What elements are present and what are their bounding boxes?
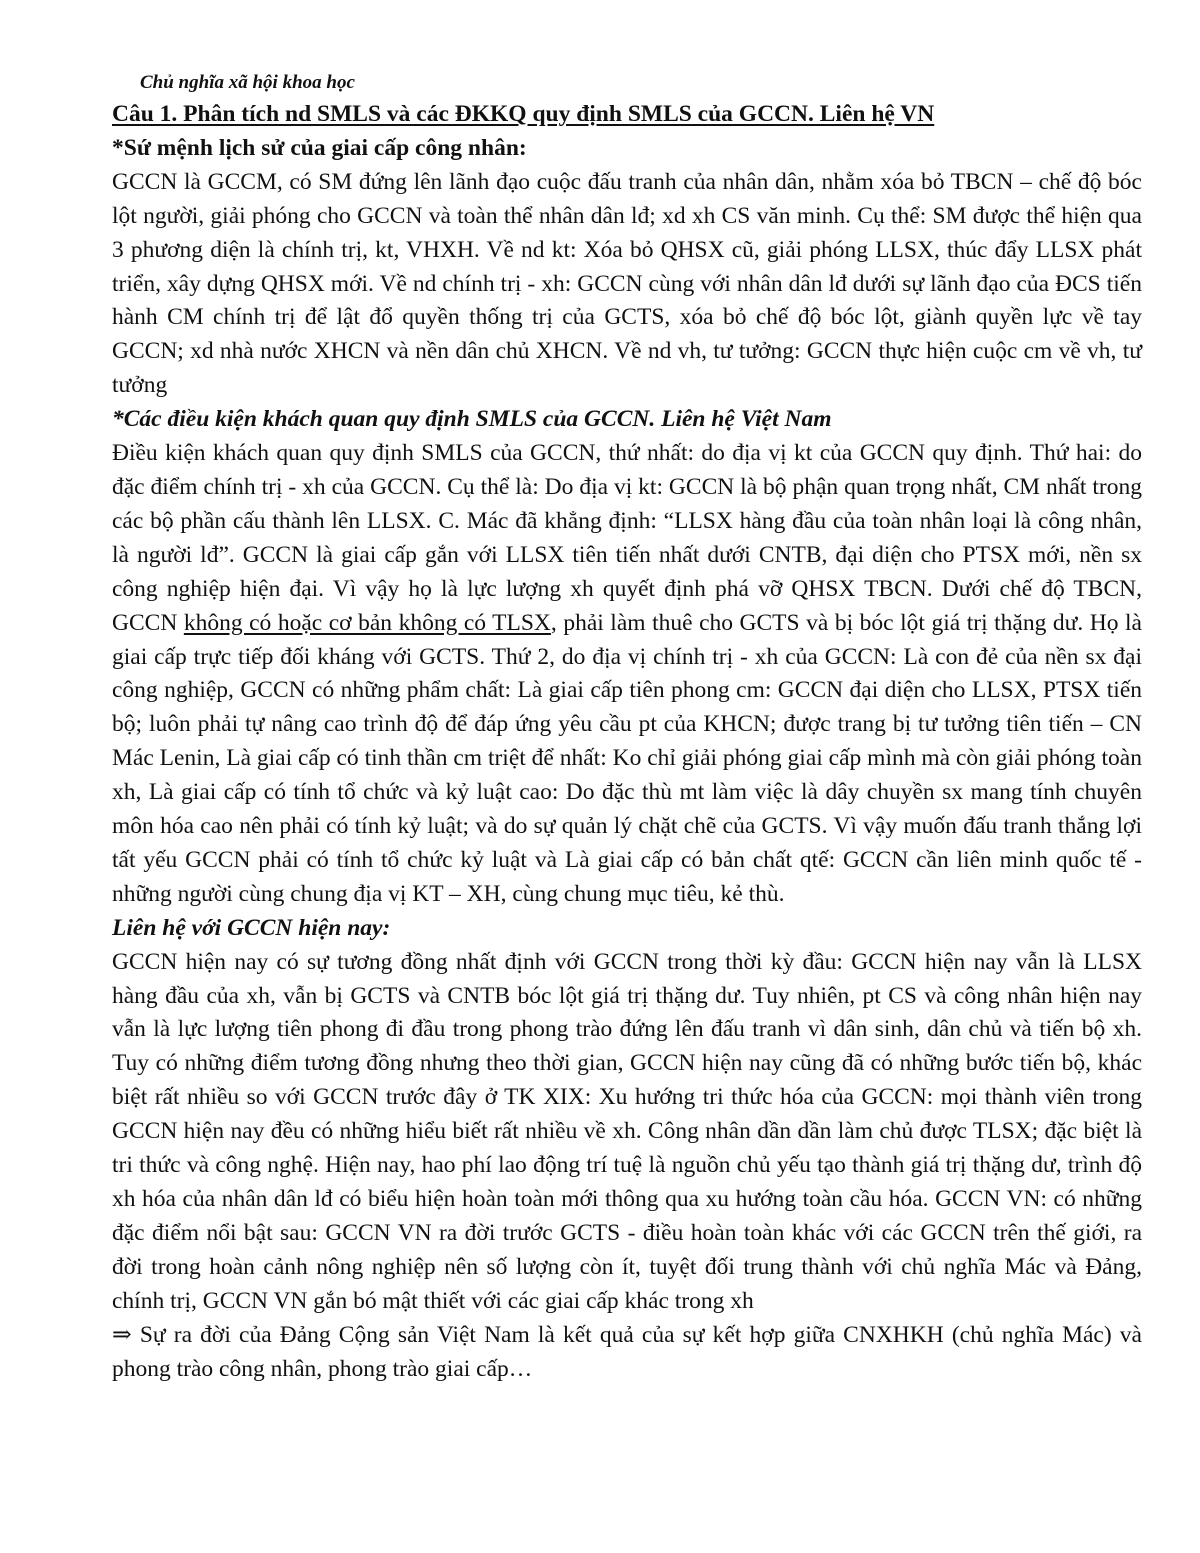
paragraph-text-before: Điều kiện khách quan quy định SMLS của GCCN, thứ nhất: do địa vị kt của GCCN quy định. Thứ hai: do đặc điểm chính trị - xh của GCCN. Cụ thể là: Do địa vị kt: GCCN là bộ phận quan trọng nhất, CM nhất trong các bộ phần cấu thành lên LLSX. C. Mác đã khẳng định: “LLSX hàng đầu của toàn nhân loại là công nhân, là người lđ”. GCCN là giai cấp gắn với LLSX tiên tiến nhất dưới CNTB, đại diện cho PTSX mới, nền sx công nghiệp hiện đại. Vì vậy họ là lực lượng xh quyết định phá vỡ QHSX TBCN. Dưới chế độ TBCN, GCCN — [112, 440, 1142, 636]
section-heading-historical-mission: *Sứ mệnh lịch sử của giai cấp công nhân: — [112, 134, 527, 161]
page-header: Chủ nghĩa xã hội khoa học — [140, 72, 355, 93]
paragraph-current-gccn: GCCN hiện nay có sự tương đồng nhất định với GCCN trong thời kỳ đầu: GCCN hiện nay vẫn là LLSX hàng đầu của xh, vẫn bị GCTS và CNTB bóc lột giá trị thặng dư. Tuy nhiên, pt CS và công nhân hiện nay vẫn là lực lượng tiên phong đi đầu trong phong trào đứng lên đấu tranh vì dân sinh, dân chủ và tiến bộ xh. Tuy có những điểm tương đồng nhưng theo thời gian, GCCN hiện nay cũng đã có những bước tiến bộ, khác biệt rất nhiều so với GCCN trước đây ở TK XIX: Xu hướng tri thức hóa của GCCN: mọi thành viên trong GCCN hiện nay đều có những hiểu biết rất nhiều về xh. Công nhân dần dần làm chủ được TLSX; đặc biệt là tri thức và công nghệ. Hiện nay, hao phí lao động trí tuệ là nguồn chủ yếu tạo thành giá trị thặng dư, trình độ xh hóa của nhân dân lđ có biểu hiện hoàn toàn mới thông qua xu hướng toàn cầu hóa. GCCN VN: có những đặc điểm nổi bật sau: GCCN VN ra đời trước GCTS - điều hoàn toàn khác với các GCCN trên thế giới, ra đời trong hoàn cảnh nông nghiệp nên số lượng còn ít, tuyệt đối trung thành với chủ nghĩa Mác và Đảng, chính trị, GCCN VN gắn bó mật thiết với các giai cấp khác trong xh — [112, 948, 1142, 1314]
section-heading-objective-conditions: *Các điều kiện khách quan quy định SMLS của GCCN. Liên hệ Việt Nam — [112, 406, 832, 433]
section-heading-current-gccn: Liên hệ với GCCN hiện nay: — [112, 914, 391, 941]
conclusion-paragraph: ⇒ Sự ra đời của Đảng Cộng sản Việt Nam là kết quả của sự kết hợp giữa CNXHKH (chủ nghĩa Mác) và phong trào công nhân, phong trào giai cấp… — [112, 1321, 1142, 1382]
document-page — [112, 68, 1142, 1386]
underlined-phrase: không có hoặc cơ bản không có TLSX — [183, 609, 551, 636]
paragraph-objective-conditions — [112, 437, 1142, 912]
question-title: Câu 1. Phân tích nd SMLS và các ĐKKQ quy định SMLS của GCCN. Liên hệ VN — [112, 101, 935, 127]
paragraph-historical-mission: GCCN là GCCM, có SM đứng lên lãnh đạo cuộc đấu tranh của nhân dân, nhằm xóa bỏ TBCN – chế độ bóc lột người, giải phóng cho GCCN và toàn thể nhân dân lđ; xd xh CS văn minh. Cụ thể: SM được thể hiện qua 3 phương diện là chính trị, kt, VHXH. Về nd kt: Xóa bỏ QHSX cũ, giải phóng LLSX, thúc đẩy LLSX phát triển, xây dựng QHSX mới. Về nd chính trị - xh: GCCN cùng với nhân dân lđ dưới sự lãnh đạo của ĐCS tiến hành CM chính trị để lật đổ quyền thống trị của GCTS, xóa bỏ chế độ bóc lột, giành quyền lực về tay GCCN; xd nhà nước XHCN và nền dân chủ XHCN. Về nd vh, tư tưởng: GCCN thực hiện cuộc cm về vh, tư tưởng — [112, 168, 1142, 399]
paragraph-text-after: , phải làm thuê cho GCTS và bị bóc lột giá trị thặng dư. Họ là giai cấp trực tiếp đối kháng với GCTS. Thứ 2, do địa vị chính trị - xh của GCCN: Là con đẻ của nền sx đại công nghiệp, GCCN có những phẩm chất: Là giai cấp tiên phong cm: GCCN đại diện cho LLSX, PTSX tiến bộ; luôn phải tự nâng cao trình độ để đáp ứng yêu cầu pt của KHCN; được trang bị tư tưởng tiên tiến – CN Mác Lenin, Là giai cấp có tinh thần cm triệt để nhất: Ko chỉ giải phóng giai cấp mình mà còn giải phóng toàn xh, Là giai cấp có tính tổ chức và kỷ luật cao: Do đặc thù mt làm việc là dây chuyền sx mang tính chuyên môn hóa cao nên phải có tính kỷ luật; và do sự quản lý chặt chẽ của GCTS. Vì vậy muốn đấu tranh thắng lợi tất yếu GCCN phải có tính tổ chức kỷ luật và Là giai cấp có bản chất qtế: GCCN cần liên minh quốc tế - những người cùng chung địa vị KT – XH, cùng chung mục tiêu, kẻ thù. — [112, 609, 1142, 907]
